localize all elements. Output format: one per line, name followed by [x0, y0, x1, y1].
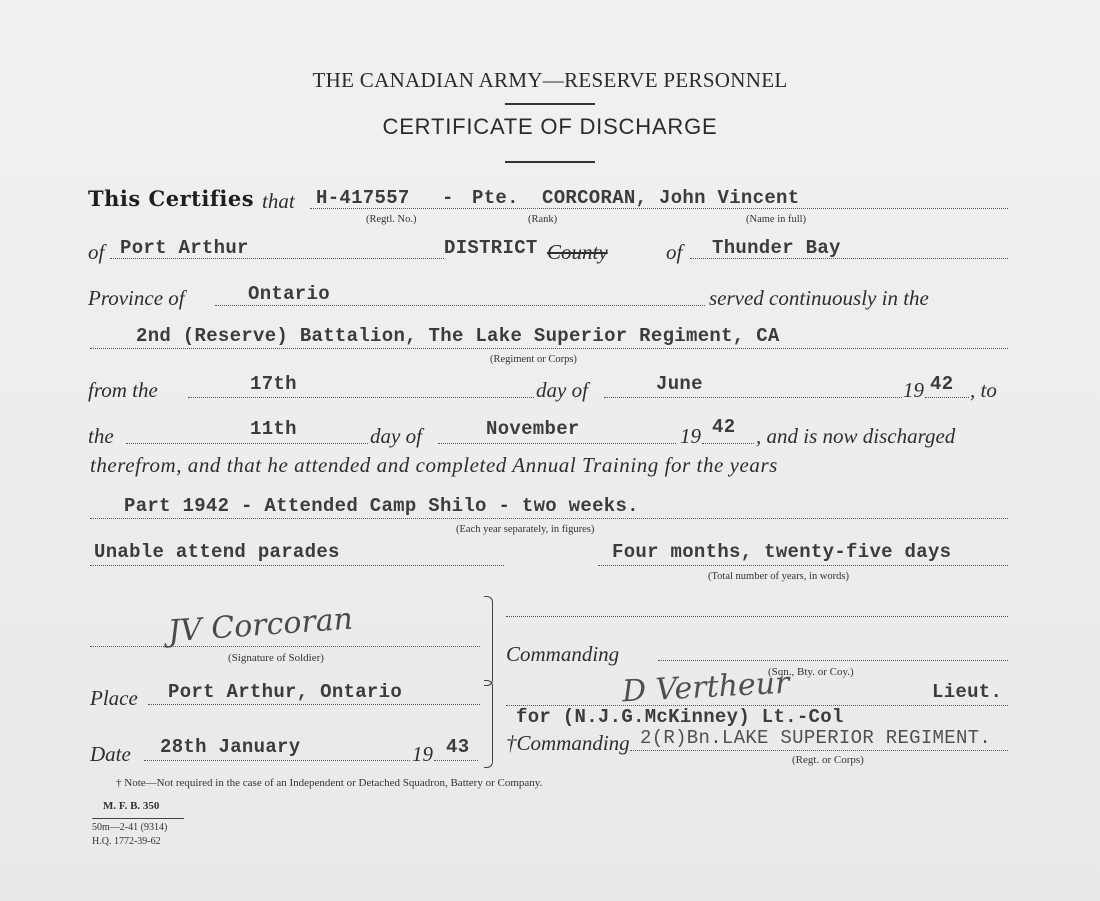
district-value: Thunder Bay [712, 237, 841, 259]
from-month-line [604, 397, 902, 398]
date-value: 28th January [160, 736, 301, 758]
district-typed: DISTRICT [444, 237, 538, 259]
date-line [144, 760, 410, 761]
rank-value: Pte. [472, 187, 519, 209]
to-month-line [438, 443, 676, 444]
total-service-value: Four months, twenty-five days [612, 541, 952, 563]
commanding-label: Commanding [506, 642, 620, 666]
total-caption: (Total number of years, in words) [708, 571, 849, 582]
parades-note: Unable attend parades [94, 541, 340, 563]
training-years-value: Part 1942 - Attended Camp Shilo - two weeks. [124, 495, 639, 517]
years-caption: (Each year separately, in figures) [456, 524, 595, 535]
that-label: that [262, 189, 295, 213]
regtl-no-caption: (Regtl. No.) [366, 214, 417, 225]
regiment-caption: (Regiment or Corps) [490, 354, 577, 365]
soldier-signature: JV Corcoran [167, 601, 354, 650]
officer-rank: Lieut. [932, 681, 1003, 703]
for-line: for (N.J.G.McKinney) Lt.-Col [516, 706, 844, 728]
total-service-line [598, 565, 1008, 566]
header-divider [505, 103, 595, 105]
header-divider [505, 161, 595, 163]
from-month-value: June [656, 373, 703, 395]
brace-bottom [484, 680, 493, 768]
unit-line [630, 750, 1008, 751]
name-caption: (Name in full) [746, 214, 807, 225]
date-label: Date [90, 742, 131, 766]
from-year-line [925, 397, 969, 398]
rank-caption: (Rank) [528, 214, 558, 225]
served-label: served continuously in the [709, 286, 929, 310]
parades-line [90, 565, 504, 566]
to-label: , to [970, 378, 997, 402]
county-label-struck: County [547, 240, 608, 264]
of-label-2: of [666, 240, 683, 264]
province-label: Province of [88, 286, 185, 310]
place-line [148, 704, 480, 705]
discharged-label: , and is now discharged [756, 424, 956, 448]
regiment-value: 2nd (Reserve) Battalion, The Lake Superior Regiment, CA [136, 325, 780, 347]
hq-code: H.Q. 1772-39-62 [92, 836, 161, 847]
regt-caption: (Regt. or Corps) [792, 754, 864, 766]
date-year-line [434, 760, 478, 761]
date-year-prefix: 19 [412, 742, 433, 766]
footnote: † Note—Not required in the case of an Independent or Detached Squadron, Battery or Company. [116, 777, 543, 789]
unit-value: 2(R)Bn.LAKE SUPERIOR REGIMENT. [640, 727, 992, 749]
province-line [215, 305, 705, 306]
sqn-caption: (Sqn., Bty. or Coy.) [768, 666, 854, 678]
from-label: from the [88, 378, 158, 402]
from-year-value: 42 [930, 373, 954, 395]
place-value: Port Arthur, Ontario [168, 681, 403, 703]
year-prefix: 19 [903, 378, 924, 402]
regtl-no-value: H-417557 [316, 187, 410, 209]
separator: - [442, 187, 454, 209]
place-label: Place [90, 686, 138, 710]
province-value: Ontario [248, 283, 330, 305]
form-number: M. F. B. 350 [103, 800, 160, 812]
to-day-line [126, 443, 368, 444]
to-month-value: November [486, 418, 580, 440]
print-code: 50m—2-41 (9314) [92, 822, 168, 833]
of-label: of [88, 240, 105, 264]
training-years-line [90, 518, 1008, 519]
form-number-rule [92, 818, 184, 819]
to-year-value: 42 [712, 416, 736, 438]
brace-top [484, 596, 493, 686]
year-prefix-2: 19 [680, 424, 701, 448]
day-of-label: day of [536, 378, 588, 402]
town-value: Port Arthur [120, 237, 249, 259]
certificate-subtitle: CERTIFICATE OF DISCHARGE [382, 114, 718, 139]
this-certifies-label: This Certifies [88, 186, 255, 211]
soldier-signature-line [90, 646, 480, 647]
to-day-value: 11th [250, 418, 297, 440]
from-day-value: 17th [250, 373, 297, 395]
certificate-header-title: THE CANADIAN ARMY—RESERVE PERSONNEL [312, 68, 788, 92]
officer-signature: D Vertheur [621, 665, 791, 710]
sqn-line [658, 660, 1008, 661]
date-year-value: 43 [446, 736, 470, 758]
commander-blank-line [506, 616, 1008, 617]
the-label: the [88, 424, 114, 448]
regiment-line [90, 348, 1008, 349]
from-day-line [188, 397, 534, 398]
signature-caption: (Signature of Soldier) [228, 652, 324, 664]
name-value: CORCORAN, John Vincent [542, 187, 800, 209]
to-year-line [702, 443, 754, 444]
day-of-label-2: day of [370, 424, 422, 448]
commanding-label-2: †Commanding [506, 731, 630, 755]
training-text: therefrom, and that he attended and completed Annual Training for the years [90, 453, 778, 477]
